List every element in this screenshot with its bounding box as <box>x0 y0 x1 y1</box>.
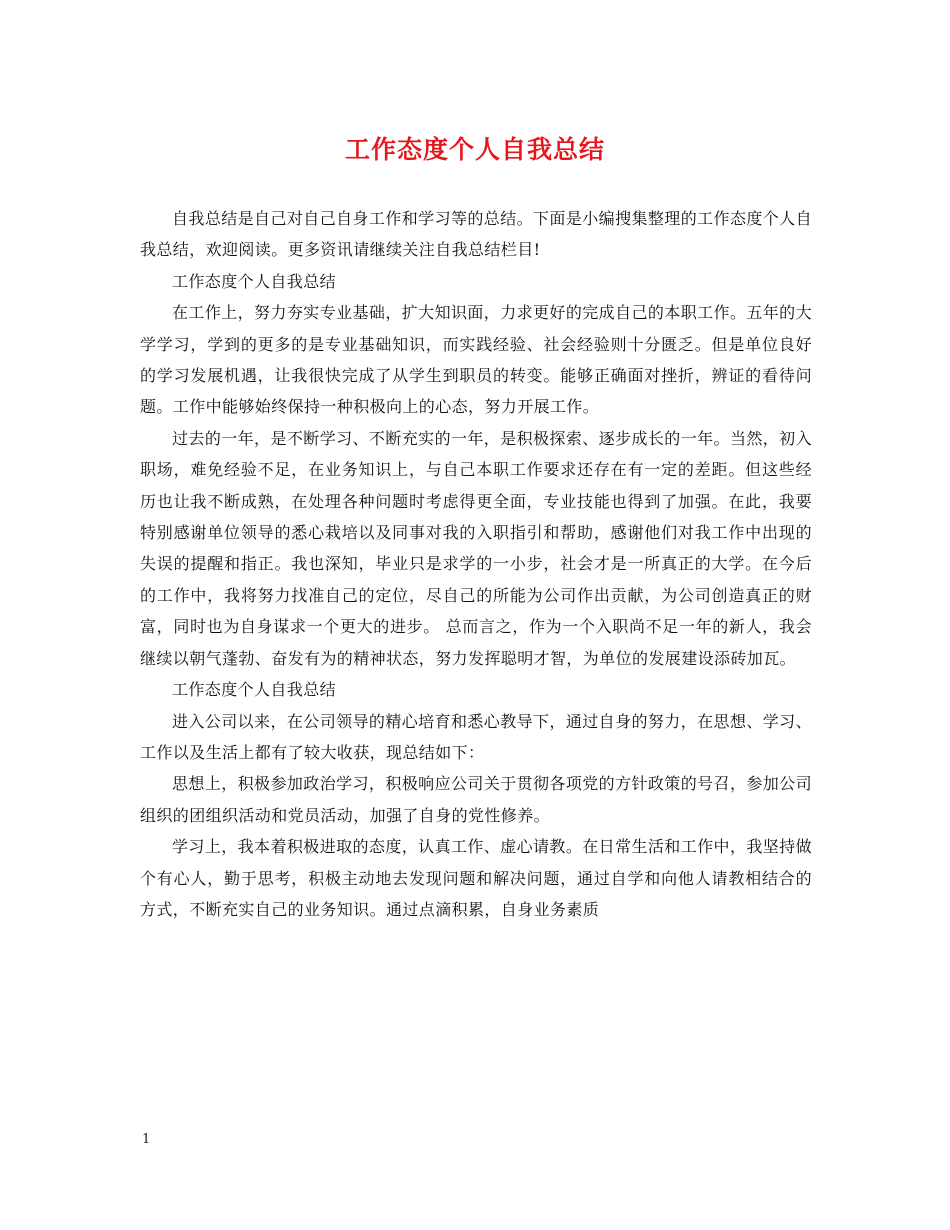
document-body <box>140 203 812 925</box>
document-title: 工作态度个人自我总结 <box>344 135 605 164</box>
paragraph: 过去的一年，是不断学习、不断充实的一年，是积极探索、逐步成长的一年。当然，初入职场，难免经验不足，在业务知识上，与自己本职工作要求还存在有一定的差距。但这些经历也让我不断成熟，在处理各种问题时考虑得更全面，专业技能也得到了加强。在此，我要特别感谢单位领导的悉心栽培以及同事对我的入职指引和帮助，感谢他们对我工作中出现的失误的提醒和指正。我也深知，毕业只是求学的一小步，社会才是一所真正的大学。在今后的工作中，我将努力找准自己的定位，尽自己的所能为公司作出贡献，为公司创造真正的财富，同时也为自身谋求一个更大的进步。 总而言之，作为一个入职尚不足一年的新人，我会继续以朝气蓬勃、奋发有为的精神状态，努力发挥聪明才智，为单位的发展建设添砖加瓦。 <box>140 428 812 668</box>
paragraph: 思想上，积极参加政治学习，积极响应公司关于贯彻各项党的方针政策的号召，参加公司组织的团组织活动和党员活动，加强了自身的党性修养。 <box>140 774 812 825</box>
paragraph: 在工作上，努力夯实专业基础，扩大知识面，力求更好的完成自己的本职工作。五年的大学学习，学到的更多的是专业基础知识，而实践经验、社会经验则十分匮乏。但是单位良好的学习发展机遇，让我很快完成了从学生到职员的转变。能够正确面对挫折，辨证的看待问题。工作中能够始终保持一种积极向上的心态，努力开展工作。 <box>140 303 812 417</box>
paragraph: 学习上，我本着积极进取的态度，认真工作、虚心请教。在日常生活和工作中，我坚持做个有心人，勤于思考，积极主动地去发现问题和解决问题，通过自学和向他人请教相结合的方式，不断充实自己的业务知识。通过点滴积累，自身业务素质 <box>140 837 812 919</box>
paragraph-intro: 自我总结是自己对自己自身工作和学习等的总结。下面是小编搜集整理的工作态度个人自我总结，欢迎阅读。更多资讯请继续关注自我总结栏目! <box>140 209 812 260</box>
section-heading: 工作态度个人自我总结 <box>172 680 337 700</box>
section-heading: 工作态度个人自我总结 <box>172 271 337 291</box>
paragraph: 进入公司以来，在公司领导的精心培育和悉心教导下，通过自身的努力，在思想、学习、工作以及生活上都有了较大收获，现总结如下： <box>140 711 812 762</box>
page-number: 1 <box>142 1132 151 1147</box>
